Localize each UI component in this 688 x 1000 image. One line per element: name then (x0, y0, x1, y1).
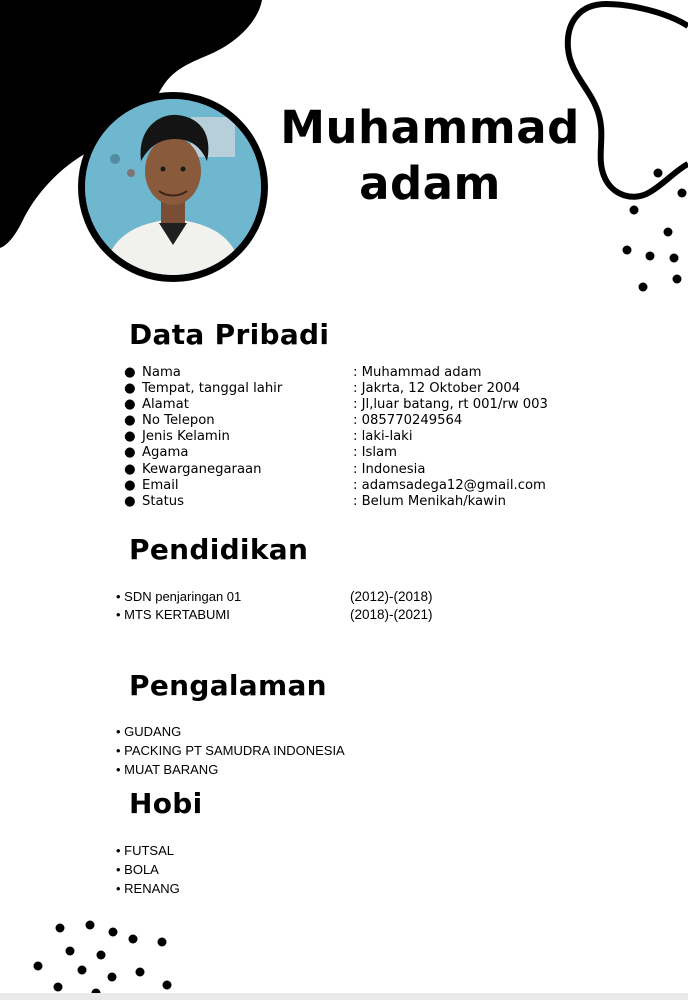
bottom-left-dots (34, 921, 172, 998)
section-title-data-pribadi: Data Pribadi (129, 318, 330, 351)
list-item: • SDN penjaringan 01 (2012)-(2018) (116, 589, 433, 604)
data-row-alamat: ● Alamat : Jl,luar batang, rt 001/rw 003 (124, 397, 548, 413)
data-row-kewarganegaraan: ● Kewarganegaraan : Indonesia (124, 461, 426, 477)
bullet: ● (124, 493, 136, 509)
bullet: ● (124, 445, 136, 461)
person-portrait (85, 99, 261, 275)
section-title-pendidikan: Pendidikan (129, 533, 309, 566)
hobby-list (116, 841, 180, 898)
bottom-edge (0, 993, 688, 1000)
bullet: ● (124, 381, 136, 397)
data-row-telepon: ● No Telepon : 085770249564 (124, 413, 463, 429)
section-title-hobi: Hobi (129, 787, 203, 820)
bullet: ● (124, 477, 136, 493)
data-row-status: ● Status : Belum Menikah/kawin (124, 493, 506, 509)
list-item: • GUDANG (116, 724, 182, 739)
personal-data-list (124, 365, 584, 510)
bullet: ● (124, 461, 136, 477)
data-row-email: ● Email : adamsadega12@gmail.com (124, 477, 546, 493)
bullet: ● (124, 413, 136, 429)
name-line-2: adam (359, 157, 501, 210)
bullet: ● (124, 397, 136, 413)
bullet: ● (124, 429, 136, 445)
full-name (270, 100, 590, 212)
list-item: • MUAT BARANG (116, 762, 219, 777)
data-row-agama: ● Agama : Islam (124, 445, 397, 461)
list-item: • RENANG (116, 881, 180, 896)
list-item: • PACKING PT SAMUDRA INDONESIA (116, 743, 345, 758)
list-item: • BOLA (116, 862, 159, 877)
data-row-jenis-kelamin: ● Jenis Kelamin : laki-laki (124, 429, 413, 445)
experience-list (116, 722, 345, 779)
data-row-nama: ● Nama : Muhammad adam (124, 365, 482, 380)
profile-photo (78, 92, 268, 282)
name-line-1: Muhammad (280, 101, 580, 154)
section-title-pengalaman: Pengalaman (129, 669, 327, 702)
data-row-ttl: ● Tempat, tanggal lahir : Jakrta, 12 Oktober 2004 (124, 381, 521, 397)
education-list (116, 588, 433, 624)
list-item: • FUTSAL (116, 843, 175, 858)
bullet: ● (124, 365, 136, 380)
list-item: • MTS KERTABUMI (2018)-(2021) (116, 607, 433, 622)
